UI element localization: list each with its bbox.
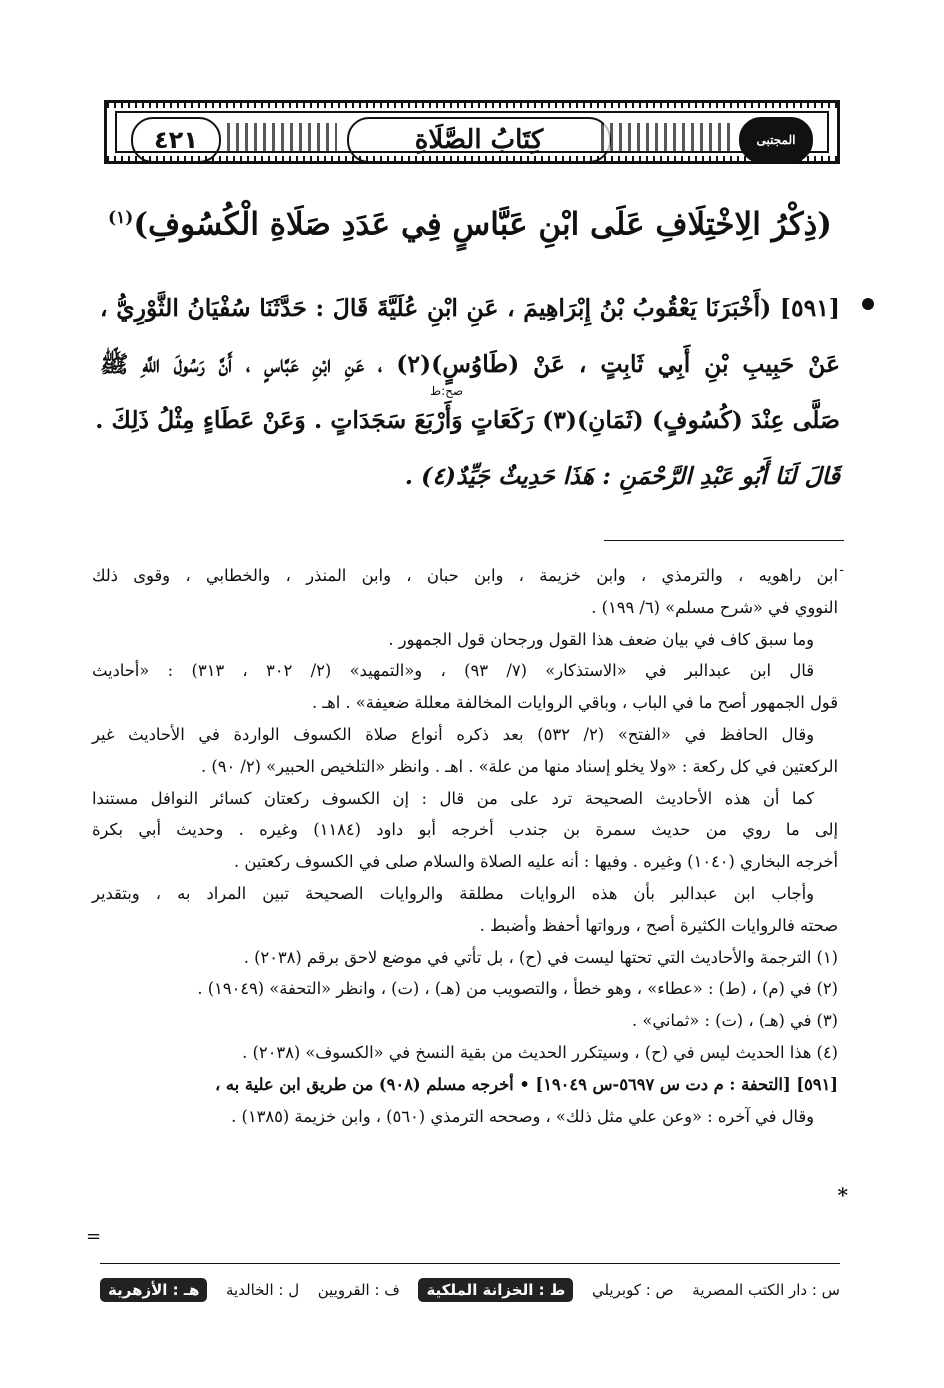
footnote-line: (٢) في (م) ، (ط) : «عطاء» ، وهو خطأ ، والتصويب من (هـ) ، (ت) ، وانظر «التحفة» (١٩٠٤٩) . [197, 979, 838, 999]
footer-rule [100, 1263, 840, 1264]
manuscript-key [100, 1274, 840, 1306]
chapter-heading [100, 196, 840, 246]
continuation-mark: - [839, 562, 844, 578]
footnote-line: أخرجه البخاري (١٠٤٠) وغيره . وفيها : أنه عليه الصلاة والسلام صلى في الكسوف ركعتين . [234, 852, 838, 872]
footnote-line: وقال الحافظ في «الفتح» (٢/ ٥٣٢) بعد ذكره أنواع صلاة الكسوف الواردة في الأحاديث غير [92, 724, 814, 744]
takhrij-star-icon: * [837, 1183, 848, 1207]
header-ornament-right [601, 123, 731, 151]
footnote-line: إلى ما روي من حديث سمرة بن جندب أخرجه أبو داود (١١٨٤) وغيره . وحديث أبي بكرة [92, 820, 838, 840]
manuscript-key-item: ف : القرويين [317, 1281, 400, 1299]
footnote-line: (٣) في (هـ) ، (ت) : «ثماني» . [632, 1011, 838, 1031]
footnote-line: [٥٩١] [التحفة : م دت س ٥٦٩٧-س ١٩٠٤٩] • أخرجه مسلم (٩٠٨) من طريق ابن علية به ، [214, 1074, 838, 1094]
hadith-line: قَالَ لَنَا أَبُو عَبْدِ الرَّحْمَنِ : هَذَا حَدِيثٌ جَيِّدٌ(٤) . [404, 462, 840, 490]
hadith-bullet-icon [862, 298, 874, 310]
footnote-line: وأجاب ابن عبدالبر بأن هذه الروايات مطلقة والروايات الصحيحة تبين المراد به ، وبتقدير [92, 883, 814, 903]
hadith-line: عَنْ حَبِيبِ بْنِ أَبِي ثَابِتٍ ، عَنْ (طَاوُسٍ)(٢) ، عَنِ ابْنِ عَبَّاسٍ ، أَنَّ رَسُولَ اللَّهِ ﷺ [100, 350, 840, 378]
chapter-heading-text: (ذِكْرُ الِاخْتِلَافِ عَلَى ابْنِ عَبَّاسٍ فِي عَدَدِ صَلَاةِ الْكُسُوفِ) [133, 206, 832, 243]
footnote-line: (١) الترجمة والأحاديث التي تحتها ليست في (ح) ، بل تأتي في موضع لاحق برقم (٢٠٣٨) . [243, 947, 838, 967]
footnote-line: النووي في «شرح مسلم» (٦/ ١٩٩) . [591, 597, 838, 617]
manuscript-key-item: ط : الخزانة الملكية [418, 1278, 573, 1302]
footnote-line: وما سبق كاف في بيان ضعف هذا القول ورجحان قول الجمهور . [388, 629, 814, 649]
footnote-line: صحته فالروايات الكثيرة أصح ، ورواتها أحفظ وأضبط . [479, 915, 838, 935]
footnote-line: ابن راهويه ، والترمذي ، وابن خزيمة ، وابن حبان ، وابن المنذر ، والخطابي ، وقوى ذلك [92, 566, 838, 585]
manuscript-key-item: س : دار الكتب المصرية [692, 1281, 840, 1299]
footnote-line: الركعتين في كل ركعة : «ولا يخلو إسناد منها من علة» . اهـ . وانظر «التلخيص الحبير» (٢/ ٩٠) . [201, 756, 838, 776]
footnote-separator [604, 540, 844, 541]
book-title: كِتَابُ الصَّلَاةِ [347, 117, 611, 163]
hadith-line: [٥٩١] (أَخْبَرَنَا يَعْقُوبُ بْنُ إِبْرَاهِيمَ ، عَنِ ابْنِ عُلَيَّةَ قَالَ : حَدَّثَنَا سُفْيَانُ الثَّوْرِيُّ ، [100, 294, 840, 322]
footnote-line: قال ابن عبدالبر في «الاستذكار» (٧/ ٩٣) ، و«التمهيد» (٢/ ٣٠٢ ، ٣١٣) : «أحاديث [92, 661, 815, 681]
manuscript-key-item: ص : كوبريلي [591, 1281, 674, 1299]
header-inner-frame [115, 111, 829, 153]
footnote-line: قول الجمهور أصح ما في الباب ، وباقي الروايات المخالفة معللة ضعيفة» . اهـ . [311, 693, 838, 713]
publisher-logo: المجتبى [739, 117, 813, 163]
header-ornament-left [227, 123, 337, 151]
hadith-text [95, 280, 840, 504]
manuscript-key-item: هـ : الأزهرية [100, 1278, 207, 1302]
footnote-line: كما أن هذه الأحاديث الصحيحة ترد على من قال : إن الكسوف ركعتان كسائر النوافل مستندا [92, 788, 814, 808]
page-number: ٤٢١ [131, 117, 221, 163]
margin-note: صح:ط [430, 384, 464, 398]
manuscript-key-item: ل : الخالدية [226, 1281, 300, 1299]
hadith-line: صَلَّى عِنْدَ (كُسُوفٍ) (ثَمَانِ)(٣) رَكَعَاتٍ وَأَرْبَعَ سَجَدَاتٍ . وَعَنْ عَطَاءٍ مِثْلُ ذَلِكَ . [95, 406, 840, 434]
margin-mark: = [86, 1226, 102, 1247]
footnote-line: (٤) هذا الحديث ليس في (ح) ، وسيتكرر الحديث من بقية النسخ في «الكسوف» (٢٠٣٨) . [242, 1042, 838, 1062]
chapter-footnote-ref: (١) [108, 208, 134, 228]
footnote-line: وقال في آخره : «وعن علي مثل ذلك» ، وصححه الترمذي (٥٦٠) ، وابن خزيمة (١٣٨٥) . [231, 1106, 814, 1126]
footnotes [92, 560, 838, 1132]
page-header [104, 100, 840, 164]
